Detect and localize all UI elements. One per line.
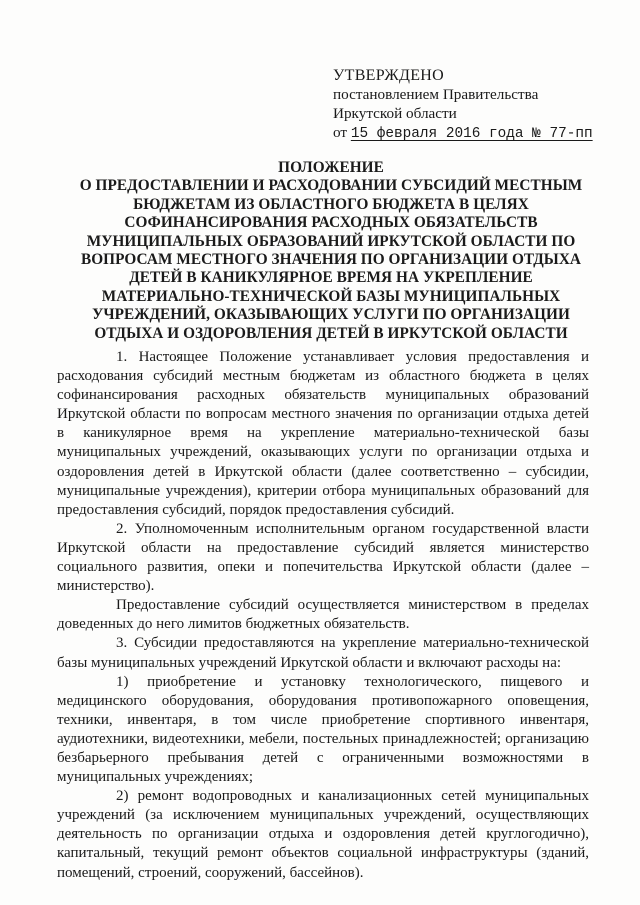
paragraph-item-2: 2) ремонт водопроводных и канализационных сетей муниципальных учреждений (за исключением муниципальных учреждений, осуществляющих деятельность по организации отдыха и оздоровления детей круглогодично), капитальный, текущий ремонт объектов социальной инфраструктуры (зданий, помещений, строений, сооружений, бассейнов). — [57, 788, 589, 881]
paragraph-clause-3: 3. Субсидии предоставляются на укрепление материально-технической базы муниципальных учреждений Иркутской области и включают расходы на: — [57, 635, 589, 671]
approval-region-line: Иркутской области — [333, 105, 457, 122]
title-line: УЧРЕЖДЕНИЙ, ОКАЗЫВАЮЩИХ УСЛУГИ ПО ОРГАНИЗАЦИИ — [92, 306, 570, 324]
title-line: МУНИЦИПАЛЬНЫХ ОБРАЗОВАНИЙ ИРКУТСКОЙ ОБЛАСТИ ПО — [86, 232, 576, 250]
paragraph-clause-2: 2. Уполномоченным исполнительным органом государственной власти Иркутской области на предоставление субсидий является министерство социального развития, опеки и попечительства Иркутской области (далее – министерство). — [57, 520, 589, 595]
title-line: О ПРЕДОСТАВЛЕНИИ И РАСХОДОВАНИИ СУБСИДИЙ МЕСТНЫМ — [79, 177, 583, 195]
title-line: ПОЛОЖЕНИЕ — [278, 159, 384, 176]
document-title — [48, 159, 614, 343]
document-body — [57, 348, 589, 883]
title-line: ДЕТЕЙ В КАНИКУЛЯРНОЕ ВРЕМЯ НА УКРЕПЛЕНИЕ — [129, 269, 533, 287]
title-line: СОФИНАНСИРОВАНИЯ РАСХОДНЫХ ОБЯЗАТЕЛЬСТВ — [124, 214, 538, 232]
title-line: ВОПРОСАМ МЕСТНОГО ЗНАЧЕНИЯ ПО ОРГАНИЗАЦИИ ОТДЫХА — [80, 251, 582, 269]
approval-date-prefix: от — [333, 124, 348, 141]
approval-resolution-line: постановлением Правительства — [333, 86, 539, 103]
approval-date-value: 15 февраля 2016 года № 77-пп — [350, 126, 593, 142]
paragraph-clause-1: 1. Настоящее Положение устанавливает условия предоставления и расходования субсидий местным бюджетам из областного бюджета в целях софинансирования расходных обязательств муниципальных образований Иркутской области по вопросам местного значения по организации отдыха детей в каникулярное время на укрепление материально-технической базы муниципальных учреждений, оказывающих услуги по организации отдыха и оздоровления детей в Иркутской области (далее соответственно – субсидии, муниципальные учреждения), критерии отбора муниципальных образований для предоставления субсидий, порядок предоставления субсидий. — [57, 349, 589, 518]
approval-stamp — [333, 66, 623, 144]
paragraph-item-1: 1) приобретение и установку технологического, пищевого и медицинского оборудования, оборудования противопожарного оповещения, техники, инвентаря, в том числе приобретение спортивного инвентаря, аудиотехники, видеотехники, мебели, постельных принадлежностей; организацию безбарьерного пребывания детей с ограниченными возможностями в муниципальных учреждениях; — [57, 673, 589, 786]
title-line: МАТЕРИАЛЬНО-ТЕХНИЧЕСКОЙ БАЗЫ МУНИЦИПАЛЬНЫХ — [101, 287, 561, 305]
title-line: ОТДЫХА И ОЗДОРОВЛЕНИЯ ДЕТЕЙ В ИРКУТСКОЙ ОБЛАСТИ — [94, 324, 568, 342]
title-line: БЮДЖЕТАМ ИЗ ОБЛАСТНОГО БЮДЖЕТА В ЦЕЛЯХ — [133, 195, 529, 213]
paragraph-funding-limits: Предоставление субсидий осуществляется министерством в пределах доведенных до него лимитов бюджетных обязательств. — [57, 597, 589, 633]
approval-date-line — [333, 123, 623, 144]
approval-word: УТВЕРЖДЕНО — [333, 67, 445, 84]
